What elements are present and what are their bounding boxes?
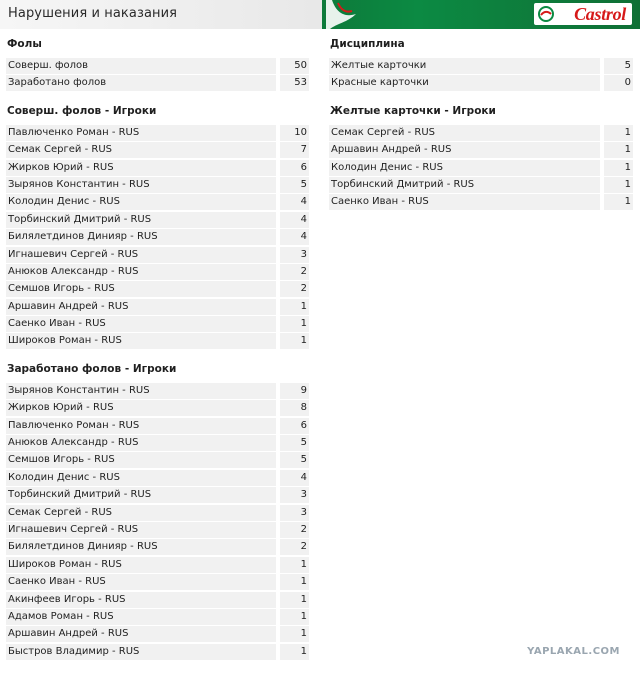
table-row — [6, 418, 309, 434]
sponsor-banner — [322, 0, 640, 29]
row-label: Игнашевич Сергей - RUS — [6, 247, 276, 263]
row-label: Семак Сергей - RUS — [329, 125, 600, 141]
row-label: Жирков Юрий - RUS — [6, 400, 276, 416]
swoosh-icon — [326, 0, 360, 29]
row-value: 5 — [280, 452, 309, 468]
row-label: Соверш. фолов — [6, 58, 276, 74]
row-label: Широков Роман - RUS — [6, 557, 276, 573]
row-label: Семак Сергей - RUS — [6, 142, 276, 158]
row-label: Семак Сергей - RUS — [6, 505, 276, 521]
row-label: Семшов Игорь - RUS — [6, 281, 276, 297]
section-title-committed: Соверш. фолов - Игроки — [7, 104, 157, 117]
table-row — [6, 247, 309, 263]
table-row — [329, 177, 633, 193]
row-value: 1 — [604, 142, 633, 158]
table-row — [6, 522, 309, 538]
row-label: Торбинский Дмитрий - RUS — [329, 177, 600, 193]
row-label: Павлюченко Роман - RUS — [6, 125, 276, 141]
row-value: 1 — [280, 644, 309, 660]
row-value: 1 — [280, 333, 309, 349]
table-row — [6, 470, 309, 486]
row-value: 1 — [604, 177, 633, 193]
row-label: Саенко Иван - RUS — [6, 316, 276, 332]
section-title-discipline: Дисциплина — [330, 38, 405, 50]
row-value: 4 — [280, 470, 309, 486]
table-row — [6, 400, 309, 416]
table-row — [6, 229, 309, 245]
row-value: 1 — [280, 626, 309, 642]
table-row — [6, 592, 309, 608]
committed-fouls-table — [6, 125, 309, 350]
discipline-table — [329, 58, 633, 91]
row-label: Колодин Денис - RUS — [6, 470, 276, 486]
row-label: Жирков Юрий - RUS — [6, 160, 276, 176]
row-label: Игнашевич Сергей - RUS — [6, 522, 276, 538]
table-row — [329, 194, 633, 210]
right-column — [329, 36, 633, 212]
table-row — [329, 125, 633, 141]
row-label: Анюков Александр - RUS — [6, 264, 276, 280]
row-label: Колодин Денис - RUS — [6, 194, 276, 210]
row-label: Зырянов Константин - RUS — [6, 383, 276, 399]
row-label: Широков Роман - RUS — [6, 333, 276, 349]
table-row — [6, 383, 309, 399]
row-label: Быстров Владимир - RUS — [6, 644, 276, 660]
row-value: 1 — [280, 592, 309, 608]
row-label: Адамов Роман - RUS — [6, 609, 276, 625]
row-value: 0 — [604, 75, 633, 91]
row-label: Анюков Александр - RUS — [6, 435, 276, 451]
row-value: 4 — [280, 212, 309, 228]
row-label: Павлюченко Роман - RUS — [6, 418, 276, 434]
row-value: 1 — [280, 299, 309, 315]
table-row — [6, 435, 309, 451]
row-value: 2 — [280, 539, 309, 555]
table-row — [6, 626, 309, 642]
table-row — [329, 75, 633, 91]
row-value: 6 — [280, 160, 309, 176]
table-row — [6, 333, 309, 349]
table-row — [6, 574, 309, 590]
row-value: 4 — [280, 194, 309, 210]
row-label: Билялетдинов Динияр - RUS — [6, 539, 276, 555]
table-row — [6, 264, 309, 280]
row-value: 4 — [280, 229, 309, 245]
table-row — [6, 142, 309, 158]
fouls-table — [6, 58, 309, 91]
row-label: Акинфеев Игорь - RUS — [6, 592, 276, 608]
table-row — [329, 58, 633, 74]
table-row — [6, 487, 309, 503]
table-row — [6, 212, 309, 228]
row-value: 3 — [280, 247, 309, 263]
row-label: Аршавин Андрей - RUS — [6, 299, 276, 315]
row-value: 1 — [604, 160, 633, 176]
row-label: Аршавин Андрей - RUS — [329, 142, 600, 158]
table-row — [6, 177, 309, 193]
table-row — [6, 316, 309, 332]
row-label: Красные карточки — [329, 75, 600, 91]
table-row — [6, 75, 309, 91]
yellow-cards-table — [329, 125, 633, 211]
row-value: 9 — [280, 383, 309, 399]
table-row — [6, 644, 309, 660]
table-row — [6, 160, 309, 176]
row-value: 3 — [280, 505, 309, 521]
row-value: 1 — [280, 557, 309, 573]
row-label: Зырянов Константин - RUS — [6, 177, 276, 193]
row-label: Семшов Игорь - RUS — [6, 452, 276, 468]
table-row — [6, 194, 309, 210]
table-row — [6, 505, 309, 521]
table-row — [6, 58, 309, 74]
row-label: Заработано фолов — [6, 75, 276, 91]
row-value: 5 — [280, 435, 309, 451]
section-title-yellow: Желтые карточки - Игроки — [330, 104, 496, 117]
row-value: 6 — [280, 418, 309, 434]
row-value: 53 — [280, 75, 309, 91]
row-value: 7 — [280, 142, 309, 158]
table-row — [329, 160, 633, 176]
castrol-mark-icon — [538, 6, 554, 22]
row-label: Желтые карточки — [329, 58, 600, 74]
table-row — [6, 557, 309, 573]
watermark: YAPLAKAL.COM — [527, 646, 620, 657]
row-value: 1 — [280, 316, 309, 332]
table-row — [329, 142, 633, 158]
row-value: 1 — [604, 194, 633, 210]
row-value: 5 — [604, 58, 633, 74]
sponsor-name: Castrol — [574, 4, 626, 24]
row-value: 5 — [280, 177, 309, 193]
page-title: Нарушения и наказания — [8, 6, 178, 21]
row-value: 3 — [280, 487, 309, 503]
page-header — [0, 0, 640, 29]
row-value: 1 — [280, 574, 309, 590]
row-value: 1 — [604, 125, 633, 141]
row-value: 1 — [280, 609, 309, 625]
table-row — [6, 125, 309, 141]
table-row — [6, 299, 309, 315]
row-label: Торбинский Дмитрий - RUS — [6, 487, 276, 503]
row-label: Аршавин Андрей - RUS — [6, 626, 276, 642]
section-title-earned: Заработано фолов - Игроки — [7, 362, 177, 375]
row-value: 50 — [280, 58, 309, 74]
row-value: 10 — [280, 125, 309, 141]
table-row — [6, 539, 309, 555]
left-column — [6, 36, 309, 661]
row-label: Билялетдинов Динияр - RUS — [6, 229, 276, 245]
row-label: Саенко Иван - RUS — [329, 194, 600, 210]
row-label: Саенко Иван - RUS — [6, 574, 276, 590]
row-value: 8 — [280, 400, 309, 416]
section-title-fouls: Фолы — [7, 38, 42, 50]
table-row — [6, 609, 309, 625]
table-row — [6, 452, 309, 468]
row-value: 2 — [280, 264, 309, 280]
row-value: 2 — [280, 281, 309, 297]
earned-fouls-table — [6, 383, 309, 660]
castrol-logo — [534, 3, 632, 25]
row-label: Торбинский Дмитрий - RUS — [6, 212, 276, 228]
row-value: 2 — [280, 522, 309, 538]
row-label: Колодин Денис - RUS — [329, 160, 600, 176]
table-row — [6, 281, 309, 297]
